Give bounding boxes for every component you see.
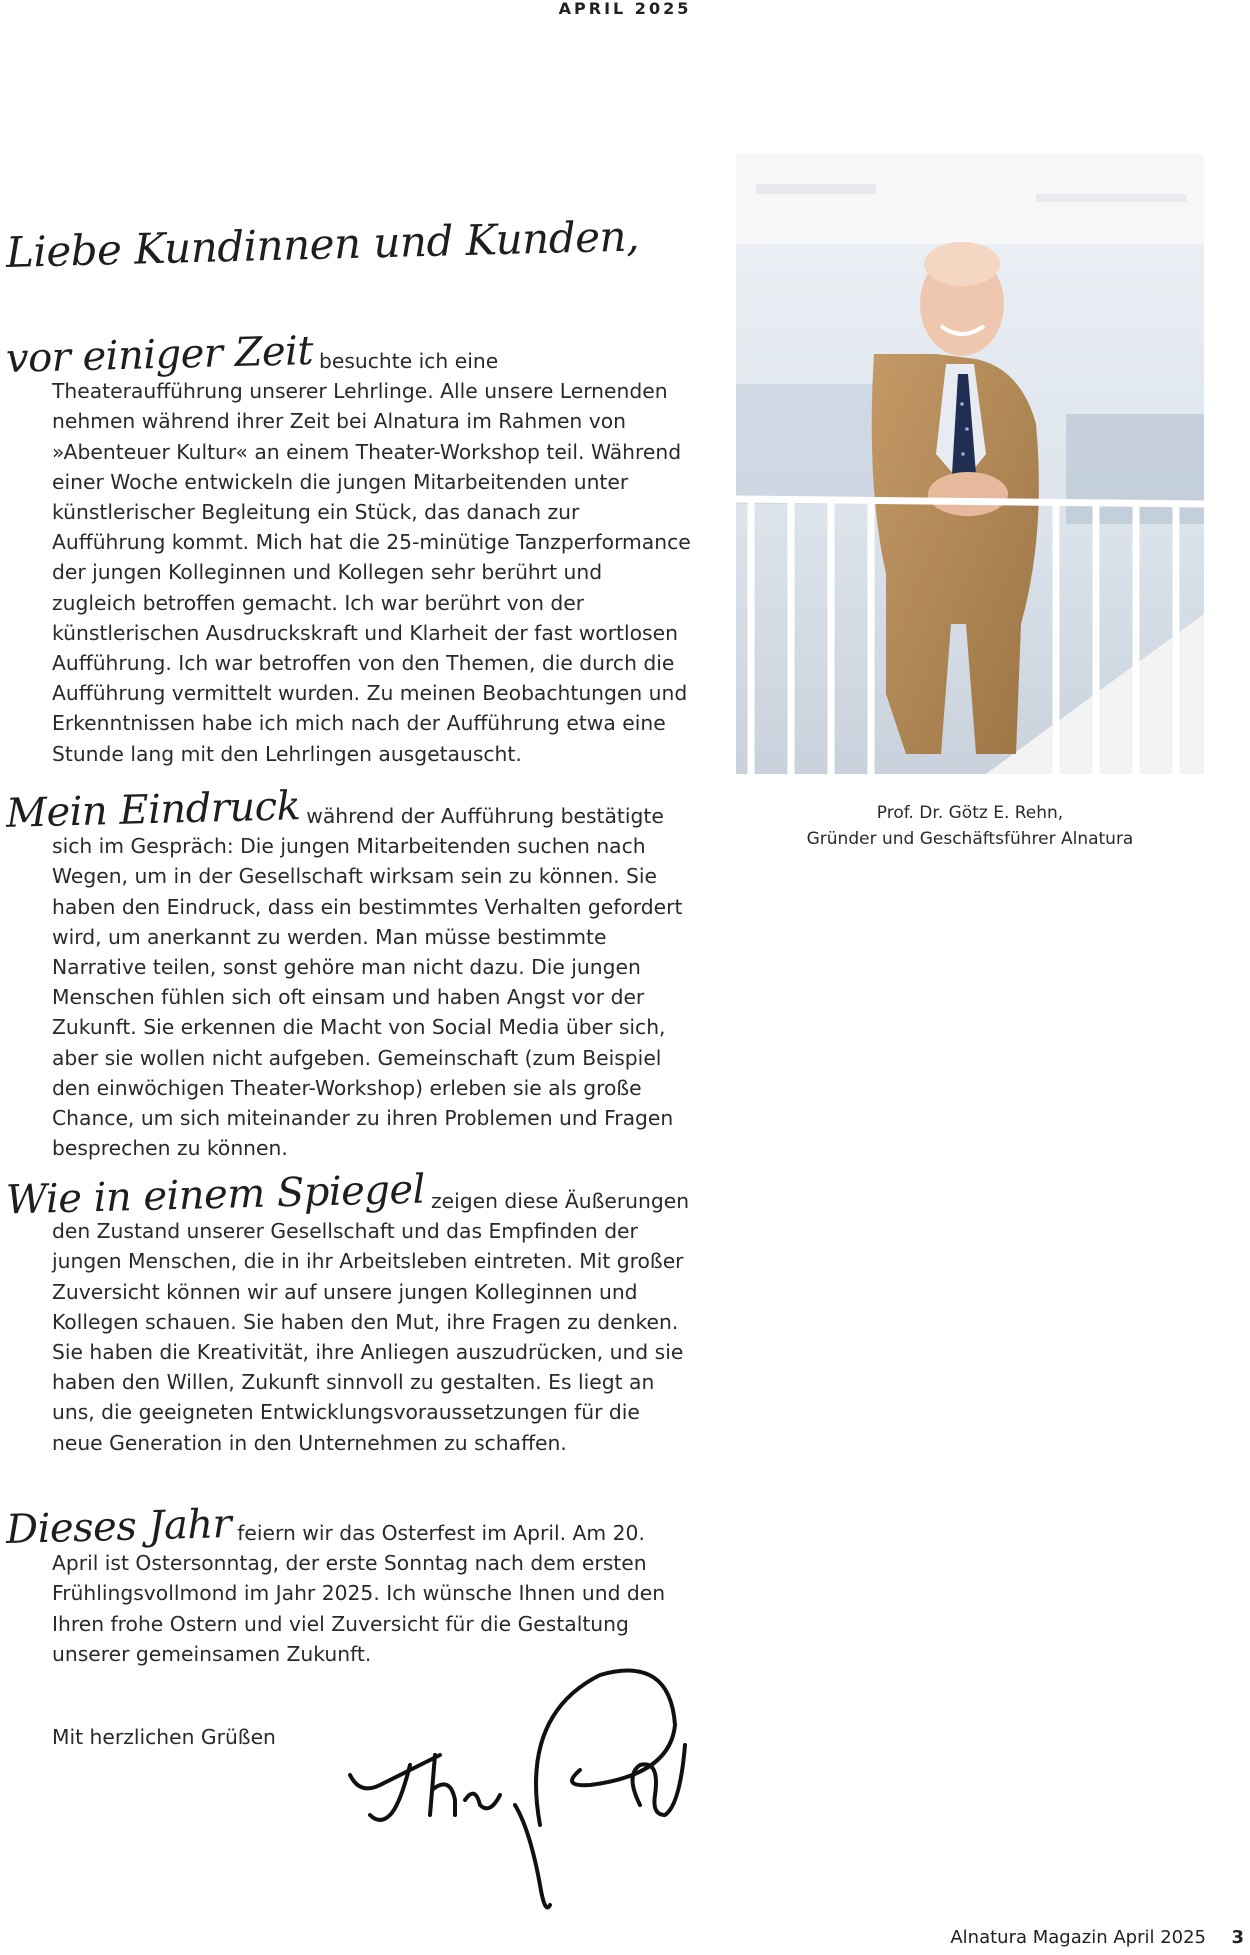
page-footer [850,1925,1250,1955]
paragraph-lead: vor einiger Zeit [5,327,314,383]
paragraph-lead: Dieses Jahr [5,1501,232,1553]
paragraph-1 [5,327,692,769]
closing-greeting: Mit herzlichen Grüßen [52,1725,276,1749]
paragraph-4 [5,1501,692,1669]
salutation-heading: Liebe Kundinnen und Kunden, [5,211,640,277]
issue-date: APRIL 2025 [558,0,692,18]
paragraph-lead: Wie in einem Spiegel [5,1166,426,1224]
caption-name: Prof. Dr. Götz E. Rehn, [876,803,1064,823]
handwritten-signature [340,1655,760,1925]
paragraph-text: besuchte ich eine Theateraufführung unserer Lehrlinge. Alle unsere Lernenden nehmen während ihrer Zeit bei Alnatura im Rahmen von »Abenteuer Kultur« an einem Theater-Workshop teil. Während einer Woche entwickeln die jungen Mitarbeitenden unter künstlerischer Begleitung ein Stück, das danach zur Aufführung kommt. Mich hat die 25-minütige Tanzperformance der jungen Kolleginnen und Kollegen sehr berührt und zugleich betroffen gemacht. Ich war berührt von der künstlerischen Ausdruckskraft und Klarheit der fast wortlosen Aufführung. Ich war betroffen von den Themen, die durch die Aufführung vermittelt wurden. Zu meinen Beobachtungen und Erkenntnissen habe ich mich nach der Aufführung etwa eine Stunde lang mit den Lehrlingen ausgetauscht. [52,349,691,766]
paragraph-text: feiern wir das Osterfest im April. Am 20. April ist Ostersonntag, der erste Sonntag nach dem ersten Frühlingsvollmond im Jahr 2025. Ich wünsche Ihnen und den Ihren frohe Ostern und viel Zuversicht für die Gestaltung unserer gemeinsamen Zukunft. [52,1521,666,1666]
paragraph-text: zeigen diese Äußerungen den Zustand unserer Gesellschaft und das Empfinden der jungen Menschen, die in ihr Arbeitsleben eintreten. Mit großer Zuversicht können wir auf unsere jungen Kolleginnen und Kollegen schauen. Sie haben den Mut, ihre Fragen zu denken. Sie haben die Kreativität, ihre Anliegen auszudrücken, und sie haben den Willen, Zukunft sinnvoll zu gestalten. Es liegt an uns, die geeigneten Entwicklungsvoraussetzungen für die neue Generation in den Unternehmen zu schaffen. [52,1189,690,1455]
paragraph-lead: Mein Eindruck [5,783,301,837]
photo-caption [736,800,1204,852]
portrait-photo [736,154,1204,774]
paragraph-2 [5,783,692,1163]
page-number: 3 [1231,1927,1244,1948]
paragraph-text: während der Aufführung bestätigte sich im Gespräch: Die jungen Mitarbeitenden suchen nach Wegen, um in der Gesellschaft wirksam sein zu können. Sie haben den Eindruck, dass ein bestimmtes Verhalten gefordert wird, um anerkannt zu werden. Man müsse bestimmte Narrative teilen, sonst gehöre man nicht dazu. Die jungen Menschen fühlen sich oft einsam und haben Angst vor der Zukunft. Sie erkennen die Macht von Social Media über sich, aber sie wollen nicht aufgeben. Gemeinschaft (zum Beispiel den einwöchigen Theater-Workshop) erleben sie als große Chance, um sich miteinander zu ihren Problemen und Fragen besprechen zu können. [52,804,683,1161]
caption-role: Gründer und Geschäftsführer Alnatura [806,829,1134,849]
paragraph-3 [5,1166,692,1458]
magazine-title: Alnatura Magazin April 2025 [950,1927,1206,1948]
